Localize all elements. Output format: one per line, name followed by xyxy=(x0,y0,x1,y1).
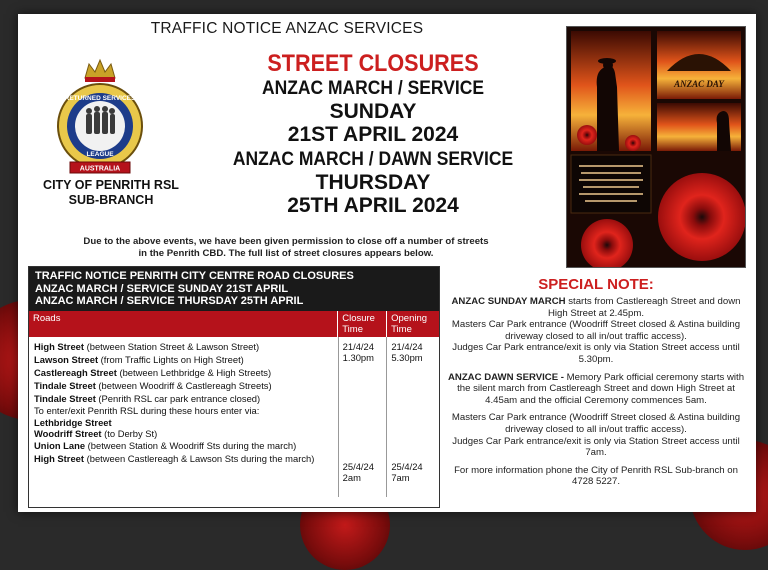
rsl-name-line2: SUB-BRANCH xyxy=(68,193,154,207)
event1-day: SUNDAY xyxy=(329,100,417,123)
dawn-service-label: ANZAC DAWN SERVICE - xyxy=(447,371,564,383)
event2-day: THURSDAY xyxy=(315,171,431,194)
road-detail: (Penrith RSL car park entrance closed) xyxy=(95,393,261,405)
road-detail: (between Station Street & Lawson Street) xyxy=(84,340,260,352)
table-row xyxy=(34,453,333,465)
event2-date: 25TH APRIL 2024 xyxy=(287,194,459,217)
road-name: Lawson Street xyxy=(34,353,99,365)
roads-column xyxy=(29,337,338,497)
dawn-service-text: Memory Park official ceremony starts with the silent march from Castlereagh Street and down High Street at 4.45am and the official Ceremony commences 5am. xyxy=(457,371,745,406)
road-name: High Street xyxy=(34,340,85,352)
table-row xyxy=(34,341,333,353)
table-row xyxy=(34,354,333,366)
header-notice: TRAFFIC NOTICE ANZAC SERVICES xyxy=(150,20,424,37)
logo-banner: AUSTRALIA xyxy=(79,165,121,173)
rsl-name-line1: CITY OF PENRITH RSL xyxy=(43,178,179,192)
closure-time-column xyxy=(338,337,387,497)
road-detail: (to Derby St) xyxy=(101,428,158,440)
intro-line1: Due to the above events, we have been given permission to close off a number of streets xyxy=(83,236,489,247)
table-title-line2: ANZAC MARCH / SERVICE SUNDAY 21ST APRIL xyxy=(35,282,289,295)
closure-time-sunday: 1.30pm xyxy=(342,352,374,364)
logo-ring-bottom: LEAGUE xyxy=(86,151,114,158)
table-title-line1: TRAFFIC NOTICE PENRITH CITY CENTRE ROAD CLOSURES xyxy=(35,270,354,282)
table-row xyxy=(34,393,333,451)
road-detail: (from Traffic Lights on High Street) xyxy=(98,353,244,365)
opening-date-sunday: 21/4/24 xyxy=(391,340,423,352)
event1-title: ANZAC MARCH / SERVICE xyxy=(261,78,485,99)
table-title-line3: ANZAC MARCH / SERVICE THURSDAY 25TH APRIL xyxy=(35,295,304,307)
logo-ring-top: RETURNED SERVICES xyxy=(64,95,136,102)
sunday-march-text: starts from Castlereagh Street and down High Street at 2.45pm. xyxy=(548,296,741,319)
event2-title: ANZAC MARCH / DAWN SERVICE xyxy=(232,149,514,170)
road-detail: (between Woodriff & Castlereagh Streets) xyxy=(95,379,272,391)
table-row xyxy=(34,367,333,379)
road-closures-table xyxy=(28,266,440,508)
anzac-day-photo xyxy=(566,26,746,268)
road-name: Union Lane xyxy=(34,439,86,451)
closure-date-thursday: 25/4/24 xyxy=(342,460,374,472)
special-note xyxy=(446,276,746,494)
road-detail: (between Station & Woodriff Sts during the march) xyxy=(85,439,297,451)
rsl-logo xyxy=(52,58,148,178)
table-column-headers xyxy=(29,311,439,337)
closure-time-thursday: 2am xyxy=(342,472,361,484)
col-closure-time: Closure Time xyxy=(337,311,386,337)
opening-time-thursday: 7am xyxy=(391,472,410,484)
special-note-title: SPECIAL NOTE: xyxy=(538,276,654,293)
opening-time-column xyxy=(386,337,439,497)
road-name: Lethbridge Street xyxy=(34,416,112,428)
sunday-march-label: ANZAC SUNDAY MARCH xyxy=(451,296,566,307)
closure-date-sunday: 21/4/24 xyxy=(342,340,374,352)
intro-line2: in the Penrith CBD. The full list of street closures appears below. xyxy=(138,248,434,259)
table-body xyxy=(29,337,439,497)
road-name: Tindale Street xyxy=(34,393,96,405)
road-name: Tindale Street xyxy=(34,379,96,391)
enter-exit-note: To enter/exit Penrith RSL during these hours enter via: xyxy=(34,404,260,416)
dawn-carpark-note xyxy=(446,412,746,458)
dawn-masters-note: Masters Car Park entrance (Woodriff Street closed & Astina building driveway closed to all in/out traffic access). xyxy=(451,412,741,435)
sunday-march-note xyxy=(446,296,746,366)
col-roads: Roads xyxy=(33,312,61,324)
sunday-masters-note: Masters Car Park entrance (Woodriff Street closed & Astina building driveway closed to all in/out traffic access). xyxy=(451,319,741,342)
col-opening-time: Opening Time xyxy=(386,311,439,337)
road-detail: (between Lethbridge & High Streets) xyxy=(116,366,272,378)
road-detail: (between Castlereagh & Lawson Sts during the march) xyxy=(84,453,315,465)
table-row xyxy=(34,380,333,392)
opening-time-sunday: 5.30pm xyxy=(391,352,423,364)
intro-paragraph xyxy=(66,236,506,260)
more-info-note: For more information phone the City of Penrith RSL Sub-branch on 4728 5227. xyxy=(454,464,738,488)
road-name: Castlereagh Street xyxy=(34,366,117,378)
street-closures-title: STREET CLOSURES xyxy=(267,50,479,77)
dawn-judges-note: Judges Car Park entrance/exit is only via Station Street access until 7am. xyxy=(452,435,740,459)
rsl-subbranch-name xyxy=(36,178,186,208)
photo-anzac-label: ANZAC DAY xyxy=(674,79,724,89)
hero-headline xyxy=(208,50,538,217)
sunday-judges-note: Judges Car Park entrance/exit is only via Station Street access until 5.30pm. xyxy=(452,342,740,365)
table-title xyxy=(29,267,439,311)
notice-sheet xyxy=(18,14,756,512)
road-name: Woodriff Street xyxy=(34,428,102,440)
road-name: High Street xyxy=(34,453,85,465)
dawn-service-note xyxy=(446,372,746,407)
opening-date-thursday: 25/4/24 xyxy=(391,460,423,472)
event1-date: 21ST APRIL 2024 xyxy=(287,123,459,146)
